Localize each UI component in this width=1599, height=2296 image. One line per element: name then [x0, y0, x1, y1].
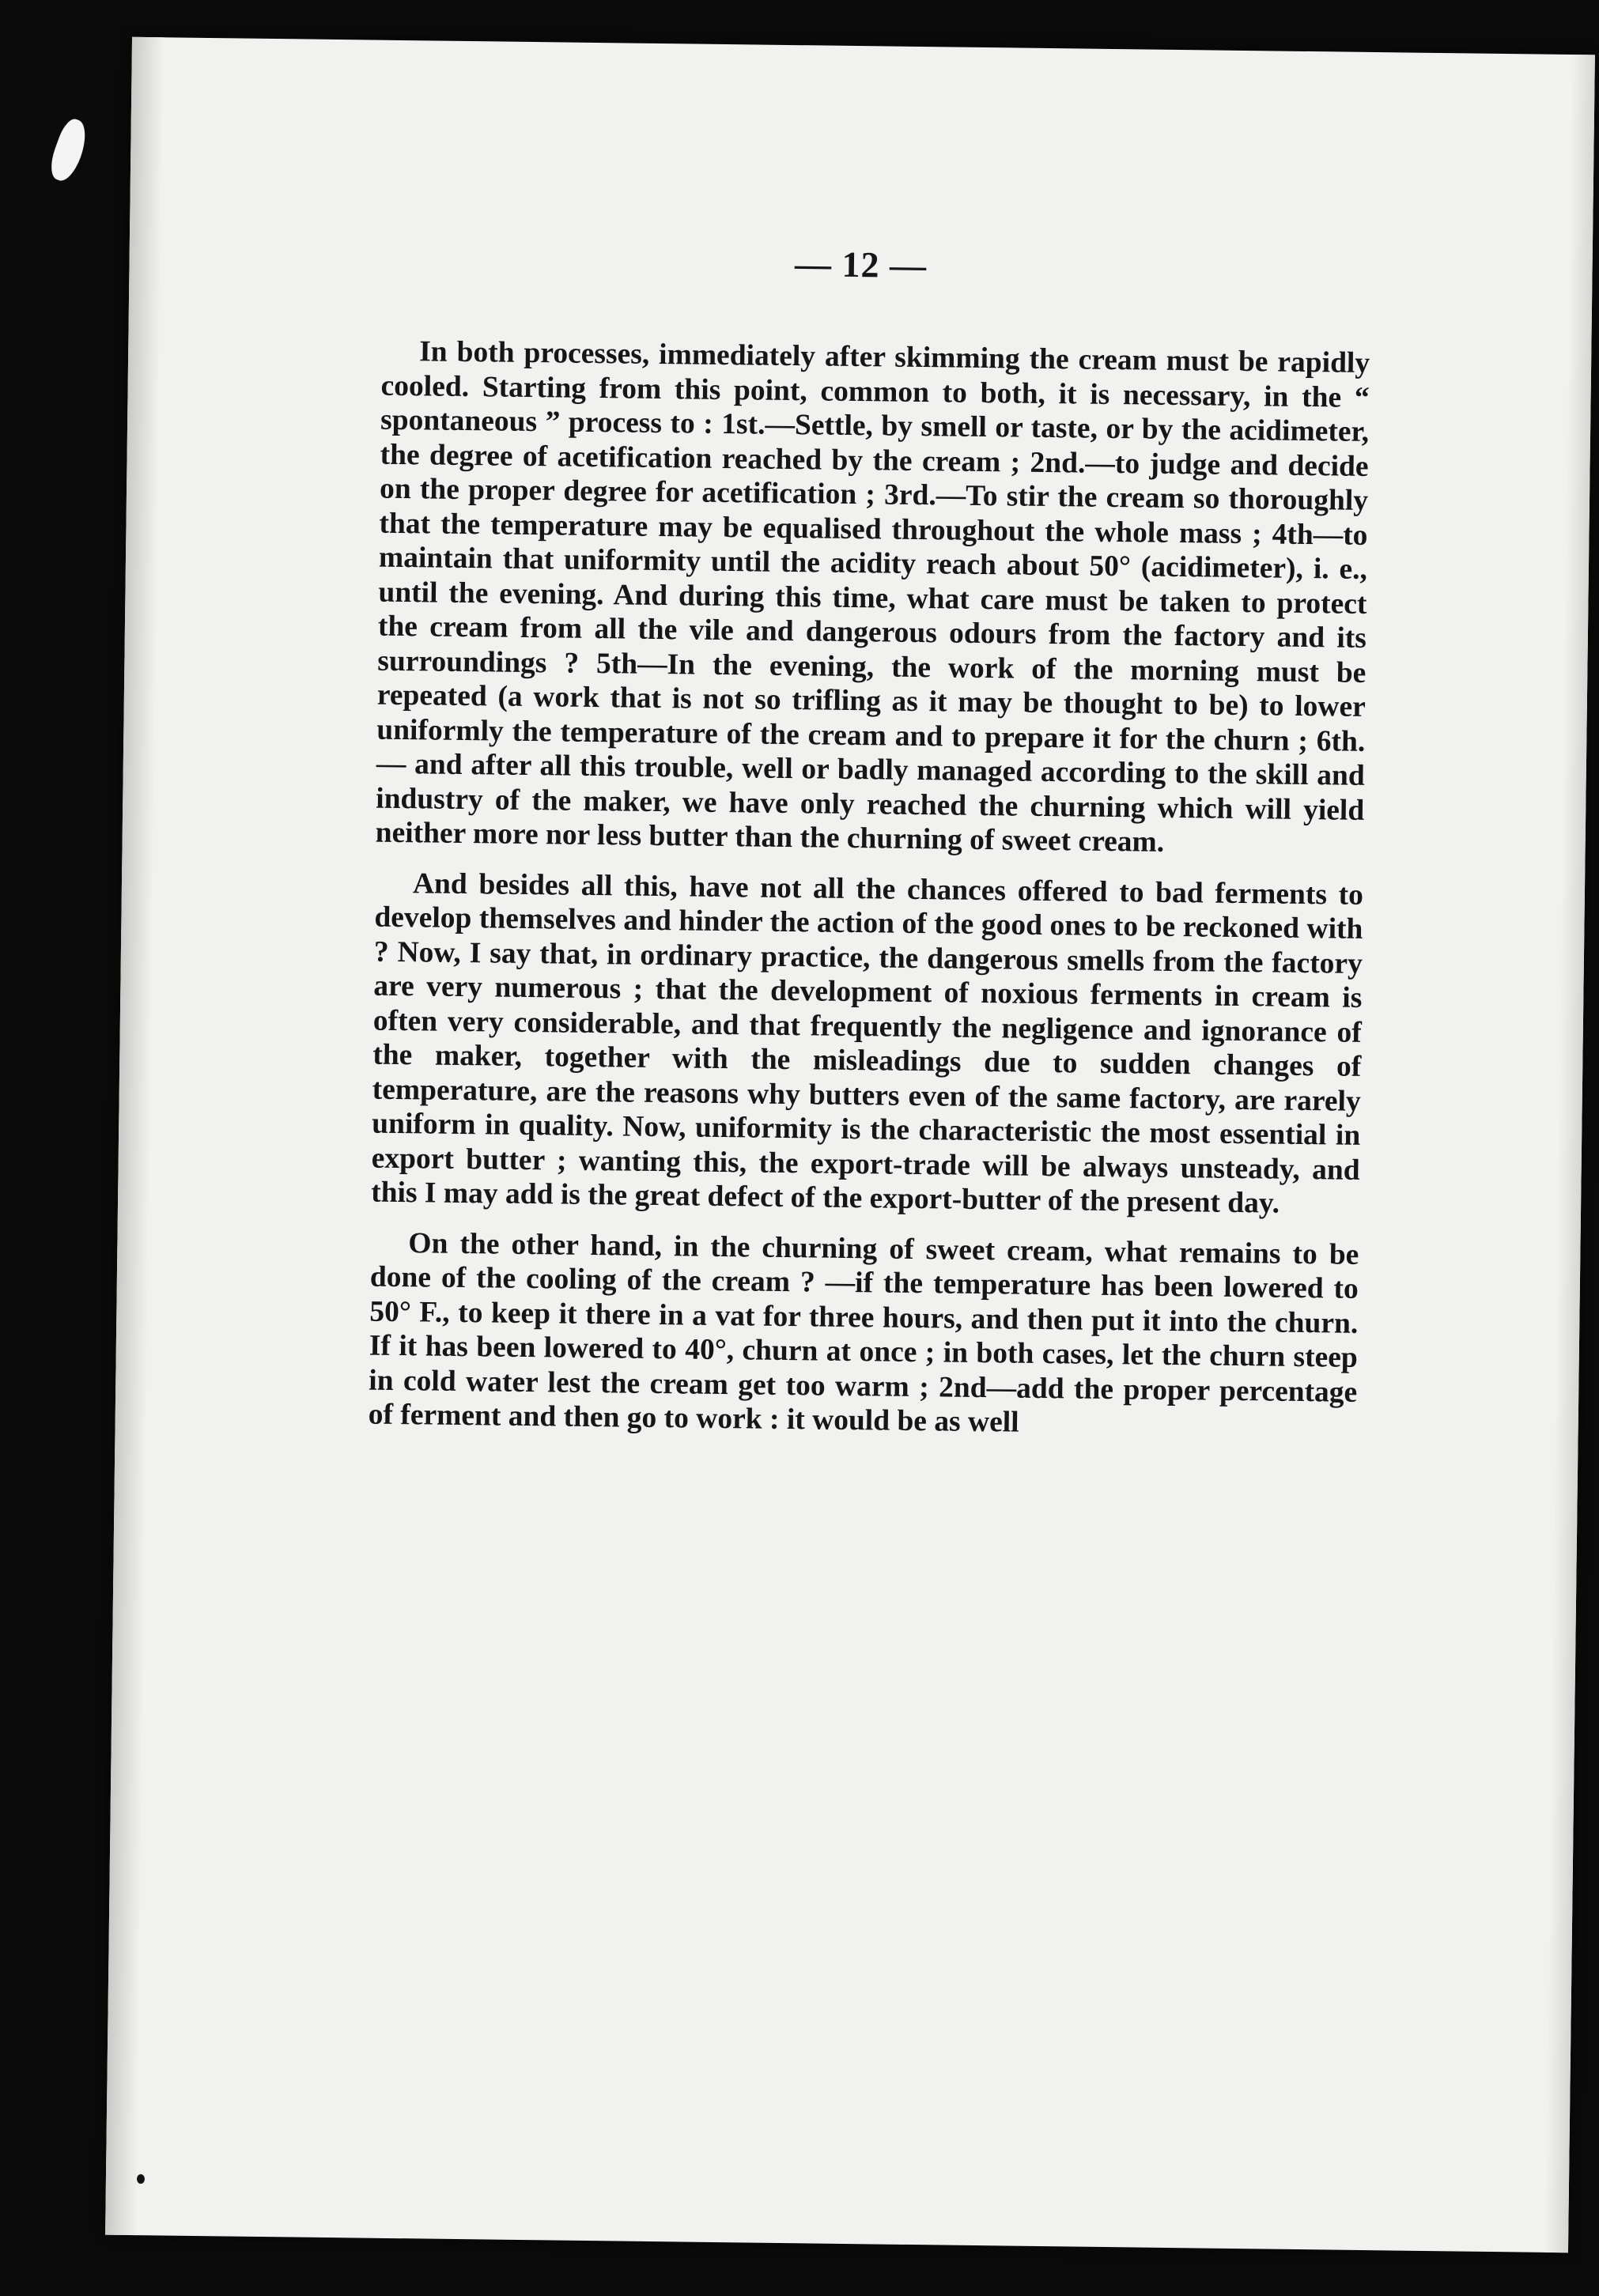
page-right-edge-shadow [1544, 55, 1595, 2253]
scan-speck [45, 116, 92, 185]
paragraph-3: On the other hand, in the churning of sweet cream, what remains to be done of the cooling of the cream ? —if the temperature has been lowered to 50° F., to keep it there in a vat for three hours, and then put it into the churn. If it has been lowered to 40°, churn at once ; in both cases, let the churn steep in cold water lest the cream get too warm ; 2nd—add the proper percentage of ferment and then go to work : it would be as well [368, 1226, 1359, 1439]
paragraph-2: And besides all this, have not all the chances offered to bad ferments to develop themselves and hinder the action of the good ones to be reckoned with ? Now, I say that, in ordinary practice, the dangerous smells from the factory are very numerous ; that the development of noxious ferments in cream is often very considerable, and that frequently the negligence and ignorance of the maker, together with the misleadings due to sudden changes of temperature, are the reasons why butters even of the same factory, are rarely uniform in quality. Now, uniformity is the characteristic the most essential in export butter ; wanting this, the export-trade will be always unsteady, and this I may add is the great defect of the export-butter of the present day. [370, 867, 1364, 1220]
scanned-page [105, 37, 1595, 2253]
scan-speck [137, 2174, 145, 2184]
page-left-edge-shadow [105, 37, 164, 2235]
body-text [369, 334, 1370, 1444]
page-number: — 12 — [794, 244, 928, 286]
paragraph-1: In both processes, immediately after skimming the cream must be rapidly cooled. Starting from this point, common to both, it is necessary, in the “ spontaneous ” process to : 1st.—Settle, by smell or taste, or by the acidimeter, the degree of acetification reached by the cream ; 2nd.—to judge and decide on the proper degree for acetification ; 3rd.—To stir the cream so thoroughly that the temperature may be equalised throughout the whole mass ; 4th—to maintain that uniformity until the acidity reach about 50° (acidimeter), i. e., until the evening. And during this time, what care must be taken to protect the cream from all the vile and dangerous odours from the factory and its surroundings ? 5th—In the evening, the work of the morning must be repeated (a work that is not so trifling as it may be thought to be) to lower uniformly the temperature of the cream and to prepare it for the churn ; 6th.— and after all this trouble, well or badly managed according to the skill and industry of the maker, we have only reached the churning which will yield neither more nor less butter than the churning of sweet cream. [375, 335, 1370, 859]
